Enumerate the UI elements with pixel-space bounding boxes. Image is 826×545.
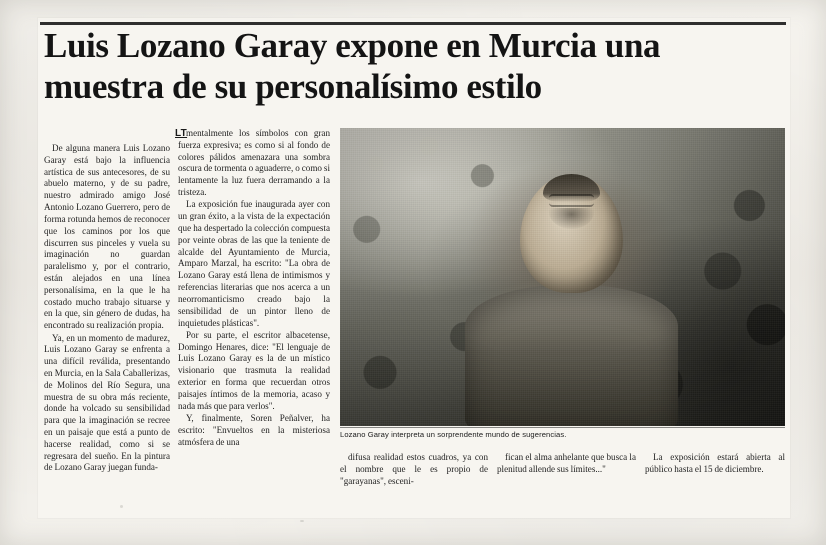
headline-line-2: muestra de su personalísimo estilo	[44, 66, 542, 106]
top-rule-divider	[40, 22, 786, 25]
article-column-1	[44, 143, 170, 475]
photo-image	[340, 128, 785, 426]
paper-speck	[300, 520, 304, 522]
article-column-5	[340, 452, 488, 488]
photo-halftone-grain	[340, 128, 785, 426]
paragraph: La exposición estará abierta al público hasta el 15 de diciembre.	[645, 452, 785, 474]
paragraph: difusa realidad estos cuadros, ya con el nombre que le es propio de "garayanas", esceni-	[340, 452, 488, 486]
paragraph: Ya, en un momento de madurez, Luis Lozano Garay se enfrenta a una difícil reválida, presentando en Murcia, en la Sala Caballerizas, de Molinos del Río Segura, una muestra de su obra más reciente, donde ha volcado su sensibilidad para que la imaginación se recree en un paisaje que está a punto de hacerse realidad, como si se regresara del sueño. En la pintura de Lozano Garay juegan funda-	[44, 332, 170, 473]
paper-speck	[120, 505, 123, 508]
headline-line-1: Luis Lozano Garay expone en Murcia una	[44, 26, 661, 65]
byline: LT	[175, 128, 188, 139]
paper-speck	[640, 46, 642, 48]
article-photo	[340, 128, 785, 426]
article-column-7	[645, 452, 785, 476]
article-column-6	[497, 452, 636, 476]
paragraph: De alguna manera Luis Lozano Garay está bajo la influencia artística de sus antecesores, de su abuelo materno, y de su padre, nuestro admirado amigo José Antonio Lozano Guerrero, pero de forma rotunda hemos de reconocer que los caminos por los que discurren sus pinceles y vuela su imaginación no guardan paralelismo y, por el contrario, están alejados en una línea personalísima, en la que le ha costado mucho trabajo situarse y en la que, sin género de dudas, ha encontrado su realización propia.	[44, 143, 170, 331]
paragraph: Por su parte, el escritor albacetense, Domingo Henares, dice: "El lenguaje de Luis Lozano Garay es la de un místico visionario que trasmuta la realidad exterior en forma que recuerdan otros paisajes íntimos de la memoria, acaso y nada más que para verlos".	[178, 329, 330, 411]
article-column-2	[178, 128, 330, 449]
paragraph: mentalmente los símbolos con gran fuerza expresiva; es como si al fondo de colores pálidos amenazara una sombra oscura de tormenta o aguaderre, o como si lentamente la luz fuera derramando a la tristeza.	[178, 128, 330, 198]
paragraph: fican el alma anhelante que busca la plenitud allende sus límites..."	[497, 452, 636, 474]
caption-divider	[340, 427, 785, 428]
photo-caption: Lozano Garay interpreta un sorprendente mundo de sugerencias.	[340, 430, 567, 439]
paragraph: La exposición fue inaugurada ayer con un gran éxito, a la vista de la expectación que ha despertado la colección compuesta por veinte obras de las que la teniente de alcalde del Ayuntamiento de Murcia, Amparo Marzal, ha escrito: "La obra de Lozano Garay está llena de intimismos y referencias literarias que nos acerca a un neorromanticismo creado bajo la sensibilidad de un pintor lleno de inquietudes plásticas".	[178, 199, 330, 328]
paragraph: Y, finalmente, Soren Peñalver, ha escrito: "Envueltos en la misteriosa atmósfera de una	[178, 413, 330, 447]
page-title	[44, 26, 784, 108]
